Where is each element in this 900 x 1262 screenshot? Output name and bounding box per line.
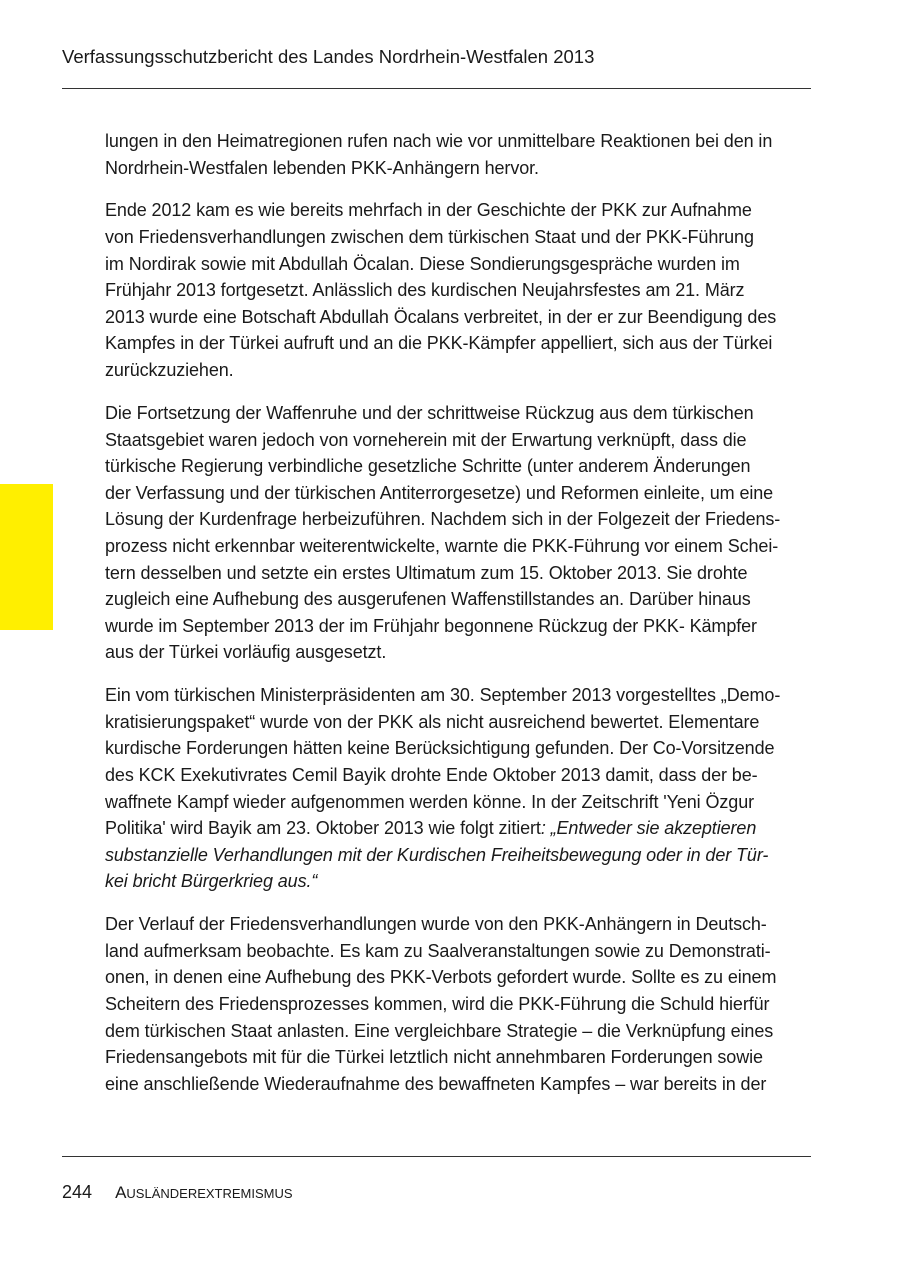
text-line: kratisierungspaket“ wurde von der PKK als nicht ausreichend bewertet. Elementare (105, 711, 760, 732)
page-header-title: Verfassungsschutzbericht des Landes Nordrhein-Westfalen 2013 (62, 46, 595, 67)
text-line: dem türkischen Staat anlasten. Eine vergleichbare Strategie – die Verknüpfung eines (105, 1020, 774, 1041)
text-line: zugleich eine Aufhebung des ausgerufenen Waffenstillstandes an. Darüber hinaus (105, 589, 751, 610)
text-line: Kampfes in der Türkei aufruft und an die PKK-Kämpfer appelliert, sich aus der Türkei (105, 333, 773, 354)
quote-line: kei bricht Bürgerkrieg aus.“ (105, 871, 318, 892)
text-line: wurde im September 2013 der im Frühjahr begonnene Rückzug der PKK- Kämpfer (105, 615, 757, 636)
text-line: Der Verlauf der Friedensverhandlungen wurde von den PKK-Anhängern in Deutsch- (105, 914, 767, 935)
text-line: Nordrhein-Westfalen lebenden PKK-Anhängern hervor. (105, 157, 539, 178)
text-line: eine anschließende Wiederaufnahme des bewaffneten Kampfes – war bereits in der (105, 1073, 767, 1094)
quote-text: : „Entweder sie akzeptieren (540, 818, 757, 839)
footer-divider (62, 1156, 811, 1157)
quote-line: substanzielle Verhandlungen mit der Kurdischen Freiheitsbewegung oder in der Tür- (105, 844, 769, 865)
text-line: Ein vom türkischen Ministerpräsidenten am 30. September 2013 vorgestelltes „Demo- (105, 685, 781, 706)
section-title-rest: USLÄNDEREXTREMISMUS (126, 1186, 293, 1201)
paragraph-4 (105, 682, 817, 895)
text-normal: Politika' wird Bayik am 23. Oktober 2013 wie folgt zitiert (105, 818, 541, 839)
section-title (115, 1183, 292, 1202)
section-title-initial: A (115, 1183, 127, 1202)
paragraph-1 (105, 128, 817, 181)
text-line: Lösung der Kurdenfrage herbeizuführen. Nachdem sich in der Folgezeit der Friedens- (105, 509, 781, 530)
text-line: waffnete Kampf wieder aufgenommen werden könne. In der Zeitschrift 'Yeni Özgur (105, 791, 754, 812)
text-line: aus der Türkei vorläufig ausgesetzt. (105, 642, 387, 663)
body-text (105, 128, 817, 1114)
text-line: des KCK Exekutivrates Cemil Bayik drohte Ende Oktober 2013 damit, dass der be- (105, 764, 758, 785)
paragraph-3 (105, 400, 817, 666)
text-line: onen, in denen eine Aufhebung des PKK-Verbots gefordert wurde. Sollte es zu einem (105, 967, 777, 988)
text-line: 2013 wurde eine Botschaft Abdullah Öcalans verbreitet, in der er zur Beendigung des (105, 306, 777, 327)
text-line: von Friedensverhandlungen zwischen dem türkischen Staat und der PKK-Führung (105, 227, 754, 248)
paragraph-2 (105, 197, 817, 383)
text-line: Ende 2012 kam es wie bereits mehrfach in der Geschichte der PKK zur Aufnahme (105, 200, 752, 221)
page-footer (62, 1180, 293, 1206)
text-line: Staatsgebiet waren jedoch von vorneherein mit der Erwartung verknüpft, dass die (105, 429, 747, 450)
text-line: Friedensangebots mit für die Türkei letztlich nicht annehmbaren Forderungen sowie (105, 1047, 763, 1068)
paragraph-5 (105, 911, 817, 1097)
text-line: land aufmerksam beobachte. Es kam zu Saalveranstaltungen sowie zu Demonstrati- (105, 940, 771, 961)
text-line: zurückzuziehen. (105, 360, 234, 381)
chapter-marker-tab (0, 484, 53, 630)
header-divider (62, 88, 811, 89)
text-line-mixed (105, 815, 817, 842)
text-line: Frühjahr 2013 fortgesetzt. Anlässlich des kurdischen Neujahrsfestes am 21. März (105, 280, 745, 301)
text-line: der Verfassung und der türkischen Antiterrorgesetze) und Reformen einleite, um eine (105, 482, 774, 503)
text-line: im Nordirak sowie mit Abdullah Öcalan. Diese Sondierungsgespräche wurden im (105, 253, 740, 274)
text-line: kurdische Forderungen hätten keine Berücksichtigung gefunden. Der Co-Vorsitzende (105, 738, 775, 759)
text-line: Die Fortsetzung der Waffenruhe und der schrittweise Rückzug aus dem türkischen (105, 402, 754, 423)
text-line: Scheitern des Friedensprozesses kommen, wird die PKK-Führung die Schuld hierfür (105, 994, 770, 1014)
text-line: prozess nicht erkennbar weiterentwickelte, warnte die PKK-Führung vor einem Schei- (105, 535, 779, 556)
text-line: türkische Regierung verbindliche gesetzliche Schritte (unter anderem Änderungen (105, 456, 751, 477)
text-line: tern desselben und setzte ein erstes Ultimatum zum 15. Oktober 2013. Sie drohte (105, 562, 748, 583)
page-number: 244 (62, 1182, 93, 1202)
text-line: lungen in den Heimatregionen rufen nach wie vor unmittelbare Reaktionen bei den in (105, 131, 773, 151)
